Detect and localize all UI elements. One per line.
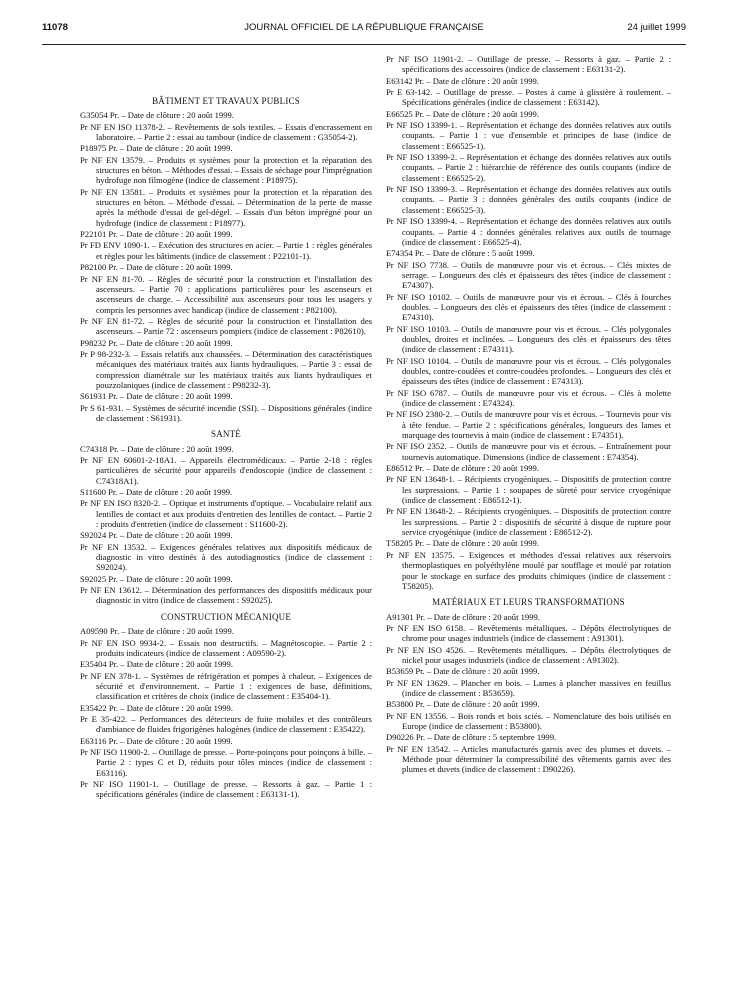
standard-entry: Pr E 35-422. – Performances des détecteurs de fuite mobiles et des contrôleurs d'ambiance de fluides frigorigènes halogènes (indice de classement : E35422). (80, 713, 372, 735)
standard-entry: Pr NF EN ISO 9934-2. – Essais non destructifs. – Magnétoscopie. – Partie 2 : produits indicateurs (indice de classement : A09590-2). (80, 637, 372, 658)
standard-entry: Pr NF EN 13556. – Bois ronds et bois sciés. – Nomenclature des bois utilisés en Europe (indice de classement : B53800). (386, 710, 671, 731)
closing-date-line: B53800 Pr. – Date de clôture : 20 août 1999. (386, 699, 540, 710)
closing-date-line: P18975 Pr. – Date de clôture : 20 août 1999. (80, 143, 233, 154)
standard-entry: Pr NF ISO 11900-2. – Outillage de presse. – Porte-poinçons pour poinçons à bille. – Partie 2 : types C et D, réduits pour tôles minces (indice de classement : E63116). (80, 746, 372, 778)
standard-entry: Pr NF EN 378-1. – Systèmes de réfrigération et pompes à chaleur. – Exigences de sécurité et d'environnement. – Partie 1 : exigences de base, définitions, classification et critères de choix (indice de classement : E35404-1). (80, 670, 372, 702)
closing-date-line: E63142 Pr. – Date de clôture : 20 août 1999. (386, 75, 539, 86)
section-heading: BÂTIMENT ET TRAVAUX PUBLICS (152, 96, 300, 106)
standard-entry: Pr NF EN 13579. – Produits et systèmes pour la protection et la réparation des structures en béton. – Méthodes d'essai. – Essais de séchage pour l'imprégnation hydrofuge non filmogène (indice de classement : P18975). (80, 154, 372, 186)
closing-date-line: P22101 Pr. – Date de clôture : 20 août 1999. (80, 229, 233, 240)
standard-entry: Pr NF ISO 11901-2. – Outillage de presse. – Ressorts à gaz. – Partie 2 : spécifications des accessoires (indice de classement : E63131-2). (386, 54, 671, 75)
standard-entry: Pr NF ISO 11901-1. – Outillage de presse. – Ressorts à gaz. – Partie 1 : spécifications générales (indice de classement : E63131-1). (80, 778, 372, 800)
closing-date-line: G35054 Pr. – Date de clôture : 20 août 1999. (80, 110, 234, 121)
closing-date-line: S92024 Pr. – Date de clôture : 20 août 1999. (80, 530, 233, 541)
standard-entry: Pr NF ISO 13399-3. – Représentation et échange des données relatives aux outils coupants. – Partie 3 : données générales des outils coupants (indice de classement : E66525-3). (386, 184, 671, 215)
right-column (386, 54, 671, 776)
standard-entry: Pr NF ISO 7738. – Outils de manœuvre pour vis et écrous. – Clés mixtes de serrage. – Longueurs des clés et épaisseurs des têtes (indice de classement : E74307). (386, 259, 671, 291)
closing-date-line: T58205 Pr. – Date de clôture : 20 août 1999. (386, 538, 539, 549)
closing-date-line: E86512 Pr. – Date de clôture : 20 août 1999. (386, 463, 539, 474)
standard-entry: Pr NF EN 13648-2. – Récipients cryogéniques. – Dispositifs de protection contre les surpressions. – Partie 2 : dispositifs de sécurité à disque de rupture pour service cryogénique (indice de classement : E86512-2). (386, 506, 671, 538)
standard-entry: Pr NF EN ISO 6158. – Revêtements métalliques. – Dépôts électrolytiques de chrome pour usages industriels (indice de classement : A91301). (386, 622, 671, 644)
closing-date-line: E74354 Pr. – Date de clôture : 5 août 1999. (386, 248, 535, 259)
closing-date-line: P98232 Pr. – Date de clôture : 20 août 1999. (80, 337, 233, 348)
standard-entry: Pr NF EN 13581. – Produits et systèmes pour la protection et la réparation des structures en béton. – Méthode d'essai. – Détermination de la perte de masse après la méthode d'essai de gel-dégel. – Essais d'un béton imprégné pour un hydrofuge (indice de classement : P18977). (80, 186, 372, 228)
closing-date-line: C74318 Pr. – Date de clôture : 20 août 1999. (80, 443, 234, 454)
standard-entry: Pr E 63-142. – Outillage de presse. – Postes à came à glissière à roulement. – Spécifications générales (indice de classement : E63142). (386, 87, 671, 108)
closing-date-line: E63116 Pr. – Date de clôture : 20 août 1999. (80, 735, 233, 746)
closing-date-line: D90226 Pr. – Date de clôture : 5 septembre 1999. (386, 732, 557, 743)
standard-entry: Pr NF EN 13532. – Exigences générales relatives aux dispositifs médicaux de diagnostic in vitro destinés à des autodiagnostics (indice de classement : S92024). (80, 541, 372, 573)
standard-entry: Pr NF ISO 2380-2. – Outils de manœuvre pour vis et écrous. – Tournevis pour vis à tête fendue. – Partie 2 : spécifications générales, longueurs des lames et marquage des tournevis à main (indice de classement : E74351). (386, 409, 671, 441)
standard-entry: Pr NF EN 13648-1. – Récipients cryogéniques. – Dispositifs de protection contre les surpressions. – Partie 1 : soupapes de sûreté pour service cryogénique (indice de classement : E86512-1). (386, 474, 671, 506)
standard-entry: Pr NF EN 13542. – Articles manufacturés garnis avec des plumes et duvets. – Méthode pour déterminer la compressibilité des vêtements garnis avec des plumes et duvets (indice de classement : D90226). (386, 743, 671, 775)
closing-date-line: E35404 Pr. – Date de clôture : 20 août 1999. (80, 659, 233, 670)
standard-entry: Pr NF EN ISO 11378-2. – Revêtements de sols textiles. – Essais d'encrassement en laboratoire. – Partie 2 : essai au tambour (indice de classement : G35054-2). (80, 121, 372, 143)
closing-date-line: S11600 Pr. – Date de clôture : 20 août 1999. (80, 487, 233, 498)
section-heading: SANTÉ (211, 429, 241, 440)
standard-entry: Pr NF EN ISO 8320-2. – Optique et instruments d'optique. – Vocabulaire relatif aux lentilles de contact et aux produits d'entretien des lentilles de contact. – Partie 2 : produits d'entretien (indice de classement : S11600-2). (80, 498, 372, 530)
page-header (42, 22, 686, 38)
standard-entry: Pr NF EN 13575. – Exigences et méthodes d'essai relatives aux réservoirs thermoplastiques en polyéthylène moulé par soufflage et moulé par rotation pour le stockage en surface des produits chimiques (indice de classement : T58205). (386, 549, 671, 591)
standard-entry: Pr NF EN 13612. – Détermination des performances des dispositifs médicaux pour diagnostic in vitro (indice de classement : S92025). (80, 585, 372, 606)
standard-entry: Pr NF ISO 10104. – Outils de manœuvre pour vis et écrous. – Clés polygonales doubles, contre-coudées et contre-coudées profondes. – Longueurs des clés et épaisseurs des têtes (indice de classement : E74313). (386, 355, 671, 387)
closing-date-line: A09590 Pr. – Date de clôture : 20 août 1999. (80, 626, 234, 637)
closing-date-line: E35422 Pr. – Date de clôture : 20 août 1999. (80, 702, 233, 713)
standard-entry: Pr NF EN 81-70. – Règles de sécurité pour la construction et l'installation des ascenseurs. – Partie 70 : applications particulières pour les ascenseurs et ascenseurs de charge. – Accessibilité aux ascenseurs pour tous les usagers y compris les personnes avec handicap (indice de classement : P82100). (80, 273, 372, 315)
standard-entry: Pr NF ISO 2352. – Outils de manœuvre pour vis et écrous. – Entraînement pour tournevis automatique. Dimensions (indice de classement : E74354). (386, 441, 671, 462)
standard-entry: Pr NF ISO 10103. – Outils de manœuvre pour vis et écrous. – Clés polygonales doubles, droites et inclinées. – Longueurs des clés et épaisseurs des têtes (indice de classement : E74311). (386, 323, 671, 355)
standard-entry: Pr NF EN 13629. – Plancher en bois. – Lames à plancher massives en feuillus (indice de classement : B53659). (386, 677, 671, 698)
standard-entry: Pr NF ISO 6787. – Outils de manœuvre pour vis et écrous. – Clés à molette (indice de classement : E74324). (386, 387, 671, 408)
closing-date-line: S61931 Pr. – Date de clôture : 20 août 1999. (80, 391, 233, 402)
standard-entry: Pr NF EN ISO 4526. – Revêtements métalliques. – Dépôts électrolytiques de nickel pour usages industriels (indice de classement : A91302). (386, 644, 671, 665)
header-rule (42, 44, 686, 45)
standard-entry: Pr NF EN 81-72. – Règles de sécurité pour la construction et l'installation des ascenseurs. – Partie 72 : ascenseurs pompiers (indice de classement : P82610). (80, 315, 372, 337)
publication-date: 24 juillet 1999 (627, 22, 686, 33)
standard-entry: Pr NF ISO 13399-2. – Représentation et échange des données relatives aux outils coupants. – Partie 2 : hiérarchie de référence des outils coupants (indice de classement : E66525-2). (386, 152, 671, 183)
closing-date-line: A91301 Pr. – Date de clôture : 20 août 1999. (386, 611, 540, 622)
standard-entry: Pr FD ENV 1090-1. – Exécution des structures en acier. – Partie 1 : règles générales et règles pour les bâtiments (indice de classement : P22101-1). (80, 240, 372, 261)
section-heading: MATÉRIAUX ET LEURS TRANSFORMATIONS (432, 597, 625, 608)
closing-date-line: E66525 Pr. – Date de clôture : 20 août 1999. (386, 108, 539, 119)
standard-entry: Pr NF ISO 10102. – Outils de manœuvre pour vis et écrous. – Clés à fourches doubles. – Longueurs des clés et épaisseurs des têtes (indice de classement : E74310). (386, 291, 671, 323)
standard-entry: Pr P 98-232-3. – Essais relatifs aux chaussées. – Détermination des caractéristiques mécaniques des matériaux traités aux liants hydrauliques. – Partie 3 : essai de compression diamétrale sur les matériaux traités aux liants hydrauliques et pouzzolaniques (indice de classement : P98232-3). (80, 348, 372, 390)
journal-title: JOURNAL OFFICIEL DE LA RÉPUBLIQUE FRANÇAISE (244, 22, 484, 33)
standard-entry: Pr S 61-931. – Systèmes de sécurité incendie (SSI). – Dispositions générales (indice de classement : S61931). (80, 402, 372, 423)
section-heading: CONSTRUCTION MÉCANIQUE (160, 611, 292, 622)
page-number: 11078 (42, 22, 68, 33)
standard-entry: Pr NF EN 60601-2-18A1. – Appareils électromédicaux. – Partie 2-18 : règles particulières de sécurité pour appareils d'endoscopie (indice de classement : C74318A1). (80, 455, 372, 486)
closing-date-line: P82100 Pr. – Date de clôture : 20 août 1999. (80, 262, 233, 273)
closing-date-line: S92025 Pr. – Date de clôture : 20 août 1999. (80, 573, 233, 584)
closing-date-line: B53659 Pr. – Date de clôture : 20 août 1999. (386, 666, 540, 677)
standard-entry: Pr NF ISO 13399-1. – Représentation et échange des données relatives aux outils coupants. – Partie 1 : vue d'ensemble et principes de base (indice de classement : E66525-1). (386, 120, 671, 151)
standard-entry: Pr NF ISO 13399-4. – Représentation et échange des données relatives aux outils coupants. – Partie 4 : données générales relatives aux outils de tournage (indice de classement : E66525-4). (386, 216, 671, 247)
left-column (80, 54, 372, 801)
